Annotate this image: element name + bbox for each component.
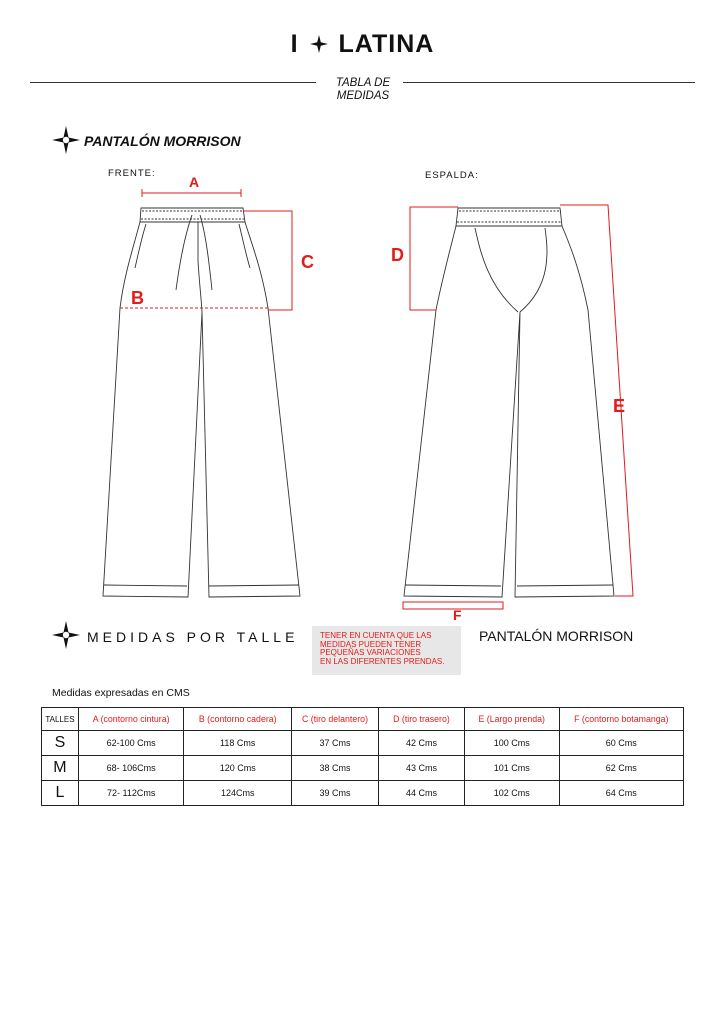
size-cell: M: [42, 756, 79, 781]
four-point-star-icon: [310, 35, 328, 53]
table-cell: 118 Cms: [184, 731, 292, 756]
table-row: [42, 756, 684, 781]
table-cell: 62 Cms: [559, 756, 683, 781]
table-cell: 68- 106Cms: [78, 756, 184, 781]
product-name: PANTALÓN MORRISON: [479, 628, 634, 644]
table-cell: 124Cms: [184, 781, 292, 806]
note-line: EN LAS DIFERENTES PRENDAS.: [320, 656, 445, 666]
size-cell: S: [42, 731, 79, 756]
table-cell: 72- 112Cms: [78, 781, 184, 806]
size-cell: L: [42, 781, 79, 806]
table-cell: 38 Cms: [292, 756, 379, 781]
table-row: [42, 731, 684, 756]
units-caption: Medidas expresadas en CMS: [52, 687, 190, 699]
header-rule-left: [30, 82, 316, 83]
note-line: PEQUEÑAS VARIACIONES: [320, 648, 421, 657]
table-cell: 43 Cms: [379, 756, 465, 781]
table-row: [42, 781, 684, 806]
front-pants-drawing: [100, 185, 310, 605]
table-cell: 100 Cms: [464, 731, 559, 756]
table-cell: 102 Cms: [464, 781, 559, 806]
table-cell: 60 Cms: [559, 731, 683, 756]
back-view-label: ESPALDA:: [425, 170, 479, 181]
brand-logo: [0, 30, 725, 59]
page-subtitle: [318, 77, 408, 103]
header-c: C (tiro delantero): [292, 708, 379, 731]
table-cell: 120 Cms: [184, 756, 292, 781]
table-cell: 39 Cms: [292, 781, 379, 806]
table-cell: 101 Cms: [464, 756, 559, 781]
table-cell: 62-100 Cms: [78, 731, 184, 756]
header-d: D (tiro trasero): [379, 708, 465, 731]
brand-right: LATINA: [338, 30, 435, 58]
measure-label-b: B: [131, 288, 144, 308]
subtitle-line-1: TABLA DE: [335, 77, 391, 89]
table-cell: 64 Cms: [559, 781, 683, 806]
header-rule-right: [403, 82, 695, 83]
measure-label-d: D: [391, 245, 404, 265]
brand-left: I: [290, 30, 299, 58]
front-view-label: FRENTE:: [108, 168, 156, 179]
table-cell: 42 Cms: [379, 731, 465, 756]
measure-label-c: C: [301, 252, 314, 272]
note-line: MEDIDAS PUEDEN TENER: [320, 639, 422, 649]
measure-label-f: F: [453, 607, 462, 623]
table-cell: 44 Cms: [379, 781, 465, 806]
table-header-row: [42, 708, 684, 731]
header-b: B (contorno cadera): [184, 708, 292, 731]
measure-label-e: E: [613, 396, 626, 416]
note-line: TENER EN CUENTA QUE LAS: [320, 631, 432, 640]
header-talles: TALLES: [42, 708, 79, 731]
back-pants-drawing: [395, 195, 645, 615]
size-table: [41, 707, 684, 806]
table-cell: 37 Cms: [292, 731, 379, 756]
compass-star-icon: [52, 621, 80, 649]
subtitle-line-2: MEDIDAS: [336, 90, 390, 102]
header-e: E (Largo prenda): [464, 708, 559, 731]
product-title: PANTALÓN MORRISON: [84, 133, 241, 149]
measure-label-a: A: [189, 174, 200, 190]
compass-star-icon: [52, 126, 80, 154]
header-f: F (contorno botamanga): [559, 708, 683, 731]
header-a: A (contorno cintura): [78, 708, 184, 731]
sizes-section-title: MEDIDAS POR TALLE: [87, 629, 299, 645]
variation-note: [312, 626, 461, 675]
